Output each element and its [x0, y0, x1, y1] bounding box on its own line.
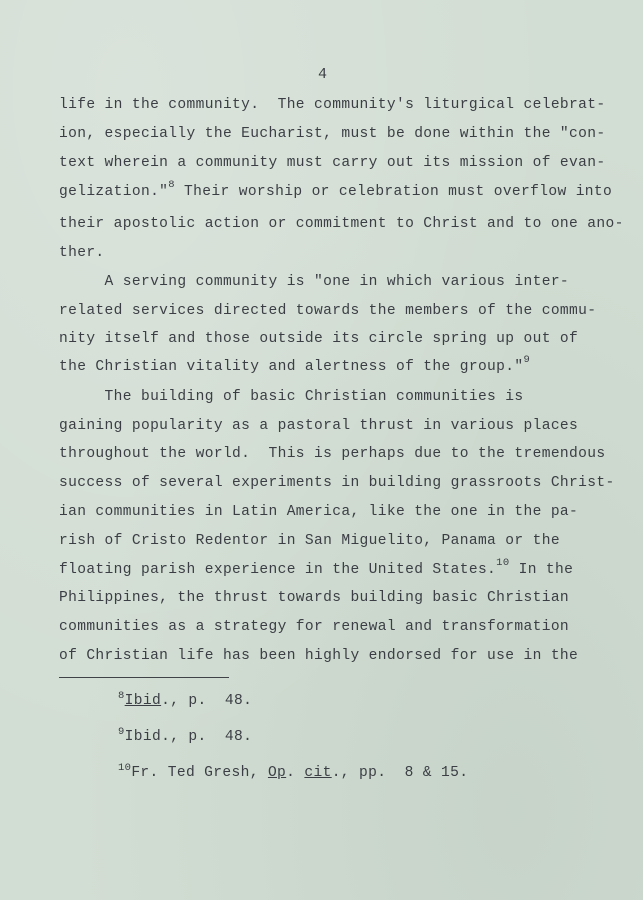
body-line: their apostolic action or commitment to Christ and to one ano- [59, 216, 624, 232]
footnote-separator [59, 677, 229, 678]
footnote-ref: 9 [523, 354, 531, 366]
body-line: rish of Cristo Redentor in San Miguelito, Panama or the [59, 533, 560, 549]
footnote-text: ., pp. 8 & 15. [331, 765, 469, 781]
body-line: success of several experiments in building grassroots Christ- [59, 475, 615, 491]
footnote [118, 726, 253, 745]
body-line-text: gelization." [59, 184, 169, 200]
footnote-ref-abbrev: Ibid [124, 729, 162, 745]
body-line [59, 354, 531, 375]
body-line [59, 557, 574, 578]
footnote-number: 9 [118, 726, 125, 738]
footnote-text: ., p. 48. [161, 729, 253, 745]
footnote [118, 690, 253, 709]
body-line: gaining popularity as a pastoral thrust in various places [59, 418, 579, 434]
body-line: A serving community is "one in which various inter- [59, 274, 570, 290]
body-line: ian communities in Latin America, like the one in the pa- [59, 504, 579, 520]
body-line: ion, especially the Eucharist, must be done within the "con- [59, 126, 606, 142]
footnote-ref-abbrev: cit [304, 765, 332, 781]
footnote-text: . [286, 765, 305, 781]
footnote-text: ., p. 48. [161, 693, 253, 709]
footnote-number: 10 [118, 762, 132, 774]
footnote-ref-abbrev: Op [267, 765, 287, 781]
footnote [118, 762, 469, 781]
footnote-text: Fr. Ted Gresh, [131, 765, 268, 781]
body-line-text: Their worship or celebration must overflow into [174, 184, 613, 200]
body-line-text: In the [509, 562, 574, 578]
body-line [59, 179, 613, 200]
page-number: 4 [318, 66, 328, 83]
body-line: life in the community. The community's liturgical celebrat- [59, 97, 606, 113]
body-line: communities as a strategy for renewal and transformation [59, 619, 570, 635]
body-line: Philippines, the thrust towards building basic Christian [59, 590, 570, 606]
body-line: nity itself and those outside its circle spring up out of [59, 331, 579, 347]
body-line: of Christian life has been highly endorsed for use in the [59, 648, 579, 664]
body-line: text wherein a community must carry out its mission of evan- [59, 155, 606, 171]
footnote-ref-abbrev: Ibid [124, 693, 162, 709]
body-line-text: the Christian vitality and alertness of the group." [59, 359, 524, 375]
body-line: ther. [59, 245, 105, 261]
footnote-number: 8 [118, 690, 125, 702]
footnote-ref: 10 [496, 557, 510, 569]
body-line: throughout the world. This is perhaps due to the tremendous [59, 446, 606, 462]
body-line: related services directed towards the members of the commu- [59, 303, 597, 319]
body-line: The building of basic Christian communities is [59, 389, 524, 405]
body-line-text: floating parish experience in the United States. [59, 562, 497, 578]
footnote-ref: 8 [168, 179, 175, 191]
